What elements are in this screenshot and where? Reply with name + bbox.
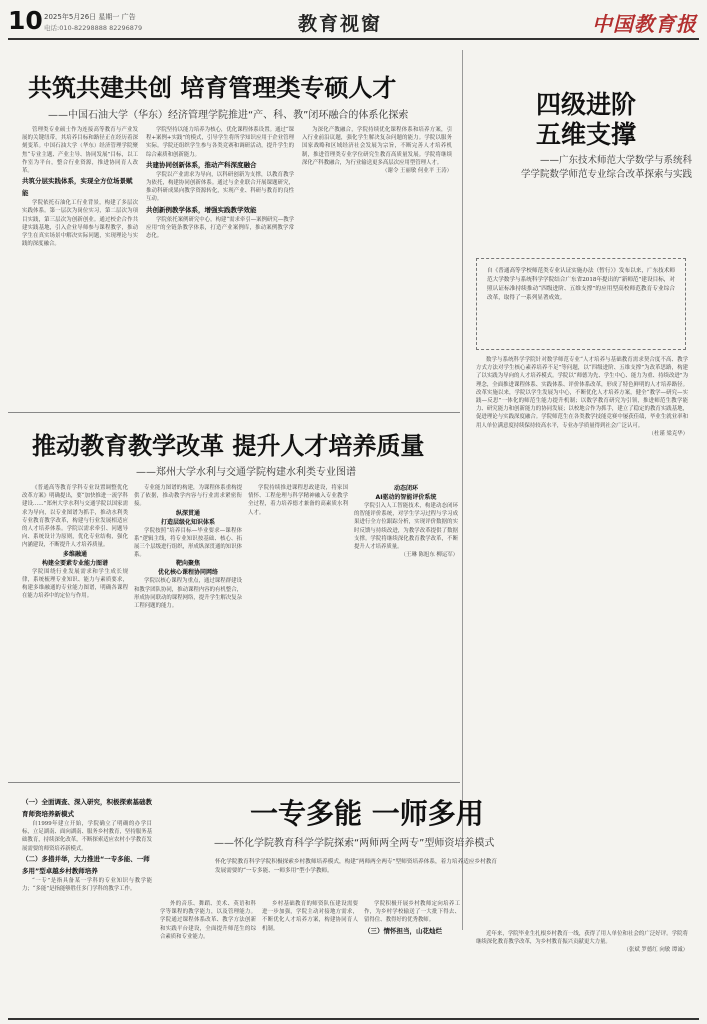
- article4-paragraph: “一专”是指具备某一学科的专业知识与教学能力；“多能”是指能够胜任多门学科的教学工作。: [22, 877, 152, 893]
- article4-column-3: [262, 900, 358, 1016]
- article3-paragraph: 学院以核心课程为重点，通过课程群建设和教学团队协同，推动课程内容的有机整合，形成协同联动的课程网络，提升学生解决复杂工程问题的能力。: [134, 578, 242, 610]
- bottom-rule: [8, 1018, 699, 1020]
- article1-column-1: [22, 126, 138, 408]
- article4-headline: 一专多能 一师多用: [250, 797, 484, 830]
- article1-section-heading-2: 共建协同创新体系，推动产科深度融合: [146, 160, 257, 169]
- article1-column-2: [146, 126, 294, 408]
- article1-section-heading-3: 共创新例教学体系，增强实践教学效能: [146, 205, 257, 214]
- article2-editor-note: 自《普通高等学校师范类专业认证实施办法（暂行）》发布以来，广东技术师范大学数学与系统科学学院结合广东省2018年提出的“新师范”建设目标，对照认证标准持续推动“四级进阶、五维支撑”的应用型高校师范教育专业综合改革，取得了一系列显著成效。: [476, 258, 686, 350]
- article1-subheadline: ——中国石油大学（华东）经济管理学院推进“产、科、教”闭环融合的体系化探索: [48, 110, 409, 121]
- section-divider: [8, 412, 460, 413]
- article4-paragraph: 外的音乐、舞蹈、美术、英语和科学等课程的教学能力，以及管理能力。学院通过课程体系改革、教学方法创新和实践平台建设，全面提升师范生的综合素质和专业能力。: [160, 901, 256, 940]
- newspaper-logo: 中国教育报: [592, 12, 697, 36]
- article4-paragraph: 自1999年建立开始，学院确立了明确的办学目标，立足湖南、面向湖南、服务乡村教育，坚持服务基础教育，持续深化改革，不断探索适应农村小学教育发展需要的师资培养新模式。: [22, 821, 152, 852]
- article3-paragraph: 学院持续推进课程思政建设，将家国情怀、工程伦理与科学精神融入专业教学全过程，着力培养德才兼备的高素质水利人才。: [248, 485, 348, 516]
- article3-section-heading-1: 多维融通 构建全要素专业能力图谱: [41, 550, 108, 567]
- article1-intro: 管理类专业硕士作为连接高等教育与产业发展的关键纽带，其培养目标和路径正在经历着深刻变革。中国石油大学（华东）经济管理学院聚焦“专业主题、产业主导、协同发展”目标，以工作室为平台，整合行业资源，推进协同育人改革。: [22, 127, 138, 175]
- article4-paragraph: 乡村基础教育的师资队伍建设需要进一步加强，学院主动对接地方需求，不断优化人才培养方案，构建协同育人机制。: [262, 901, 358, 932]
- article3-column-3: [248, 484, 348, 770]
- article4-column-4: [364, 900, 460, 1016]
- article3-column-1: [22, 484, 128, 770]
- date-line: 2025年5月26日 星期一 广告: [44, 13, 136, 21]
- article3-paragraph: 学院围绕行业发展需求和学生成长规律，系统梳理专业知识、能力与素质要求，构建多维融通的专业能力图谱，明确各课程在能力培养中的定位与作用。: [22, 568, 128, 600]
- article3-section-heading-4: 动态闭环 AI驱动的智能评价系统: [375, 485, 437, 501]
- article2-subheadline: ——广东技术师范大学数学与系统科 学学院数学师范专业综合改革探索与实践: [520, 155, 692, 180]
- article4-paragraph: 学院积极开展乡村教师定向培养工作，为乡村学校输送了一大批下得去、留得住、教得好的优秀教师。: [364, 901, 460, 924]
- article4-section-heading-1: （一）全面调查、深入研究，积极探索基础教育师资培养新模式: [22, 798, 152, 818]
- page-number: 10: [8, 6, 43, 35]
- article3-paragraph: 学院按照“培养目标—毕业要求—课程体系”逻辑主线，将专业知识按基础、核心、拓展三个层级进行组织，形成纵深贯通的知识体系。: [134, 527, 242, 559]
- section-divider: [8, 782, 460, 783]
- article4-column-2: [160, 900, 256, 1016]
- article3-paragraph: 学院引入人工智能技术，构建动态闭环的智能评价系统，对学生学习过程与学习成果进行全方位跟踪分析，实现评价数据的实时反馈与持续改进，为教学改革提供了数据支撑。学院将继续深化教育教学改革，不断提升人才培养质量。: [354, 503, 458, 551]
- article4-subheadline: ——怀化学院教育科学学院探索“两师两全两专”型师资培养模式: [214, 838, 495, 849]
- article4-intro: 怀化学院教育科学学院积极探索乡村教师培养模式，构建“两师两全两专”型师资培养体系，着力培养适应乡村教育发展需要的“一专多能、一师多用”型小学教师。: [215, 859, 497, 874]
- article2-headline: 四级进阶 五维支撑: [536, 90, 637, 149]
- article4-column-1: [22, 796, 152, 1016]
- article3-paragraph: 专业能力图谱的构建，为课程体系重构提供了依据，推动教学内容与行业需求紧密衔接。: [134, 485, 242, 508]
- article3-column-4: [354, 484, 458, 770]
- masthead: [0, 0, 707, 40]
- article1-paragraph: 学院以产业需求为导向，以科研创新为支撑，以教育教学为依托，构建协同创新体系。通过与企业联合开展课题研究，推动科研成果向教学资源转化，实现产业、科研与教育的良性互动。: [146, 171, 294, 203]
- article1-paragraph: 学院依托案例研究中心，构建“需求牵引—案例研究—教学应用”的全链条教学体系，打造产业案例库，推动案例教学常态化。: [146, 216, 294, 240]
- article1-column-3: [302, 126, 452, 408]
- article2-byline: （杜谨 梁克华）: [648, 430, 688, 437]
- article1-paragraph: 学院坚持以能力培养为核心，优化课程体系设置。通过“课程+案例+实践”的模式，引导学生将所学知识应用于企业管理实际。学院还组织学生参与各类竞赛和调研活动，提升学生的综合素质和创新能力。: [146, 127, 294, 158]
- article4-section-heading-2: （二）多措并举，大力推进“一专多能、一师多用”型卓越乡村教师培养: [22, 854, 150, 875]
- phone-line: 电话:010-82298888 82296879: [44, 24, 143, 32]
- article3-column-2: [134, 484, 242, 770]
- article3-subheadline: ——郑州大学水利与交通学院构建水利类专业图谱: [136, 467, 356, 478]
- article3-headline: 推动教育教学改革 提升人才培养质量: [32, 432, 425, 460]
- masthead-rule: [8, 38, 699, 40]
- article4-column-5: [476, 930, 688, 1016]
- article1-paragraph: 学院依托石油化工行业背景，构建了多层次实践体系。第一层次为岗位实习，第二层次为项目实践，第三层次为创新创业。通过校企合作共建实践基地，引入企业导师参与课程教学，推动学生在真实场景中解决实际问题，实现理论与实践的深度融合。: [22, 200, 138, 248]
- article1-headline: 共筑共建共创 培育管理类专硕人才: [28, 74, 397, 102]
- article4-byline: （张斌 罗德红 向敏 谭诚）: [623, 947, 688, 954]
- article2-paragraph: 数学与系统科学学院针对数学师范专业“人才培养与基础教育需求契合度不高、教学方式方法对学生核心素养培养不足”等问题，以“四级进阶、五维支撑”为改革思路，构建了以实践为导向的人才培养模式。学院以“师德为先、学生中心、能力为重、持续改进”为理念，全面推进课程体系、实践体系、评价体系改革，形成了特色鲜明的人才培养路径。改革实施以来，学院以学生发展为中心，不断优化人才培养方案，健全“教学—研究—实践—反思”一体化的师范生能力提升机制；以数学教育研究为引领，推进师范生教学能力、研究能力和创新能力的协同发展；以校地合作为抓手，建立了稳定的教育实践基地，促进理论与实践深度融合。学院师范生在各类教学技能竞赛中屡获佳绩，毕业生就业率和用人单位满意度持续保持较高水平，专业办学质量得到社会广泛认可。: [476, 357, 688, 429]
- article4-section-heading-3: （三）情怀担当，山花灿烂: [364, 926, 442, 935]
- article1-byline: （谢令 王丽敏 何业平 王涛）: [382, 168, 452, 175]
- article2-body: [476, 356, 688, 922]
- article3-section-heading-2: 纵深贯通 打造层级化知识体系: [160, 509, 215, 526]
- article3-byline: （王琳 陈旭东 柳运军）: [400, 552, 458, 559]
- section-title: 教育视窗: [298, 13, 383, 35]
- article3-paragraph: 《普通高等教育学科专业设置调整优化改革方案》明确提出，要“加快推进一流学科建设……”郑州大学水利与交通学院以国家需求为导向，以专业图谱为抓手，推动水利类专业教育教学改革，构建与行业发展相适应的人才培养体系。学院以需求牵引、问题导向、系统设计为原则，优化专业结构，强化内涵建设，不断提升人才培养质量。: [22, 485, 128, 549]
- article3-section-heading-3: 靶向聚焦 优化核心课程协同网络: [157, 560, 218, 577]
- article4-paragraph: 近年来，学院毕业生扎根乡村教育一线，获得了用人单位和社会的广泛好评。学院将继续深化教育教学改革，为乡村教育振兴贡献更大力量。: [476, 931, 688, 946]
- article1-section-heading-1: 共筑分层实践体系，实现全方位场景赋能: [22, 177, 133, 198]
- article1-paragraph: 为深化产教融合，学院持续优化课程体系和培养方案，引入行业前沿议题，强化学生解决复杂问题的能力。学院以服务国家战略和区域经济社会发展为宗旨，不断完善人才培养机制，推进管理类专业学位研究生教育高质量发展。学院将继续深化产科教融合，为行业输送更多高层次应用型管理人才。: [302, 127, 452, 166]
